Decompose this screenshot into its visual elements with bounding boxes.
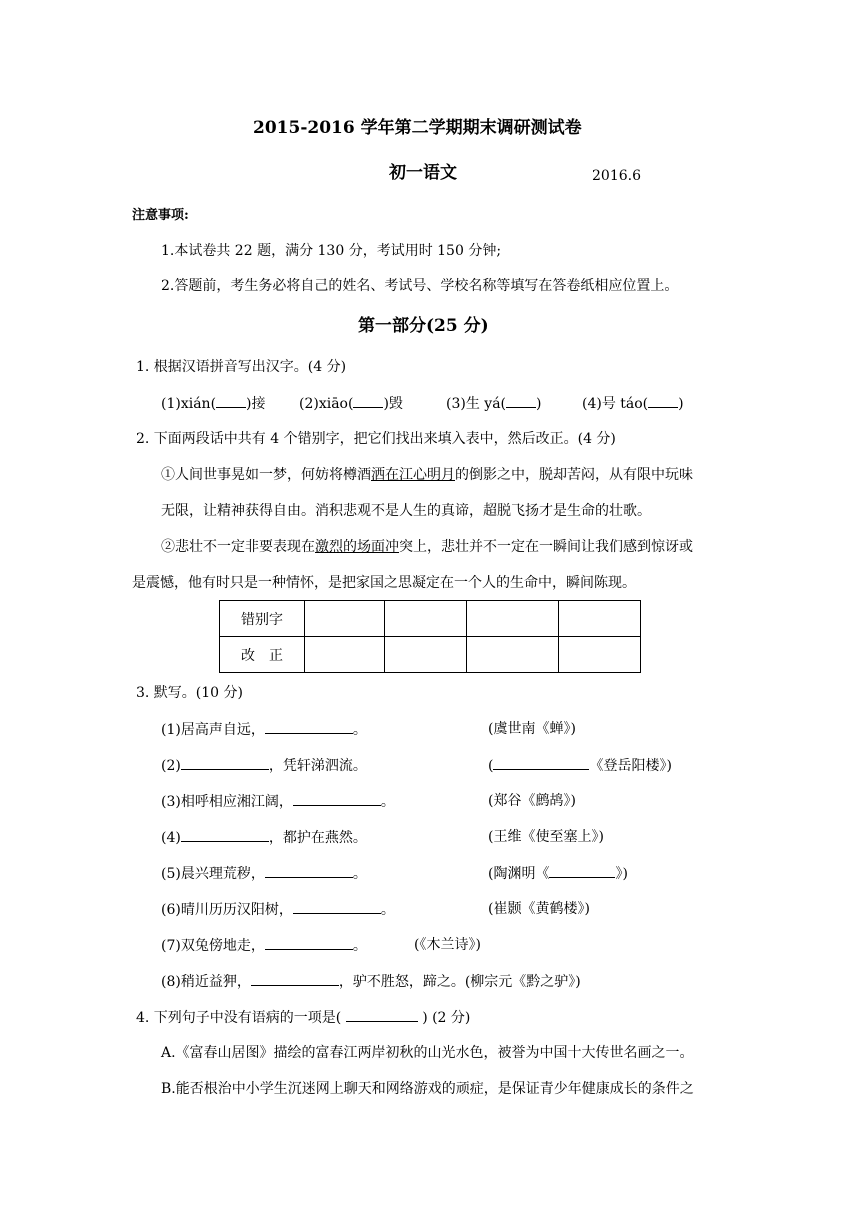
q2-passage-1-line-2: 无限，让精神获得自由。消积悲观不是人生的真谛，超脱飞扬才是生命的壮歌。	[161, 503, 651, 519]
correction-table	[219, 600, 641, 673]
q4-option-b: B.能否根治中小学生沉迷网上聊天和网络游戏的顽症，是保证青少年健康成长的条件之	[161, 1081, 694, 1097]
answer-blank[interactable]	[181, 827, 269, 842]
q3-source-3: (郑谷《鹧鸪》)	[488, 793, 576, 809]
q3-stem: 3. 默写。(10 分)	[136, 685, 243, 701]
answer-blank[interactable]	[265, 935, 353, 950]
answer-cell[interactable]	[559, 601, 641, 637]
table-row	[220, 637, 641, 673]
answer-cell[interactable]	[385, 637, 467, 673]
underlined-phrase: 洒在江心明月	[371, 467, 455, 483]
notice-item-1: 1.本试卷共 22 题，满分 130 分，考试用时 150 分钟;	[161, 243, 502, 259]
answer-blank[interactable]	[293, 899, 381, 914]
answer-blank[interactable]	[251, 971, 339, 986]
q3-source-1: (虞世南《蝉》)	[488, 721, 576, 737]
q2-stem: 2. 下面两段话中共有 4 个错别字，把它们找出来填入表中，然后改正。(4 分)	[136, 431, 616, 447]
answer-blank[interactable]	[216, 393, 246, 408]
q1-item-4: (4)号 táo( )	[582, 393, 684, 414]
q2-passage-2-line-2: 是震憾，他有时只是一种情怀，是把家国之思凝定在一个人的生命中，瞬间陈现。	[132, 575, 636, 591]
q3-line-5: (5)晨兴理荒秽， 。	[161, 863, 367, 884]
exam-title: 2015-2016 学年第二学期期末调研测试卷	[253, 118, 582, 138]
q1-item-2: (2)xiāo( )毁	[299, 393, 403, 414]
answer-blank[interactable]	[506, 393, 536, 408]
q3-line-3: (3)相呼相应湘江阔， 。	[161, 791, 395, 812]
q3-line-4: (4) ，都护在燕然。	[161, 827, 367, 848]
answer-cell[interactable]	[467, 601, 559, 637]
q4-option-a: A.《富春山居图》描绘的富春江两岸初秋的山光水色，被誉为中国十大传世名画之一。	[161, 1045, 694, 1061]
q1-item-1: (1)xián( )接	[161, 393, 266, 414]
q3-source-4: (王维《使至塞上》)	[488, 829, 604, 845]
answer-cell[interactable]	[467, 637, 559, 673]
answer-cell[interactable]	[305, 601, 385, 637]
notice-heading: 注意事项:	[132, 208, 189, 223]
q1-stem: 1. 根据汉语拼音写出汉字。(4 分)	[136, 359, 347, 375]
q3-source-6: (崔颢《黄鹤楼》)	[488, 901, 590, 917]
row-header-correct: 改 正	[220, 637, 305, 673]
answer-blank[interactable]	[648, 393, 678, 408]
answer-blank[interactable]	[353, 393, 383, 408]
q2-passage-1-line-1: ①人间世事晃如一梦，何妨将樽酒洒在江心明月的倒影之中，脱却苦闷，从有限中玩味	[161, 467, 693, 483]
q3-source-2: ( 《登岳阳楼》)	[488, 755, 672, 776]
q3-line-1: (1)居高声自远， 。	[161, 719, 367, 740]
q3-source-7: (《木兰诗》)	[414, 937, 481, 953]
q3-line-7: (7)双兔傍地走， 。	[161, 935, 367, 956]
q3-line-8: (8)稍近益狎， ，驴不胜怒，蹄之。(柳宗元《黔之驴》)	[161, 971, 581, 992]
table-row	[220, 601, 641, 637]
q3-source-5: (陶渊明《 》)	[488, 863, 628, 884]
exam-date: 2016.6	[592, 168, 641, 184]
q2-passage-2-line-1: ②悲壮不一定非要表现在激烈的场面冲突上，悲壮并不一定在一瞬间让我们感到惊讶或	[161, 539, 693, 555]
answer-cell[interactable]	[385, 601, 467, 637]
answer-blank[interactable]	[293, 791, 381, 806]
q1-item-3: (3)生 yá( )	[446, 393, 541, 414]
q3-line-6: (6)晴川历历汉阳树， 。	[161, 899, 395, 920]
answer-blank[interactable]	[265, 719, 353, 734]
subject-title: 初一语文	[389, 163, 457, 183]
answer-blank[interactable]	[265, 863, 353, 878]
answer-blank[interactable]	[493, 755, 589, 770]
q3-line-2: (2) ，凭轩涕泗流。	[161, 755, 367, 776]
underlined-phrase: 激烈的场面冲	[315, 539, 399, 555]
answer-cell[interactable]	[559, 637, 641, 673]
part1-title: 第一部分(25 分)	[358, 316, 489, 336]
answer-cell[interactable]	[305, 637, 385, 673]
q4-stem: 4. 下列句子中没有语病的一项是( ) (2 分)	[136, 1007, 470, 1028]
notice-item-2: 2.答题前，考生务必将自己的姓名、考试号、学校名称等填写在答卷纸相应位置上。	[161, 278, 679, 294]
row-header-wrong: 错别字	[220, 601, 305, 637]
answer-blank[interactable]	[181, 755, 269, 770]
answer-blank[interactable]	[549, 863, 615, 878]
answer-blank[interactable]	[346, 1007, 418, 1022]
